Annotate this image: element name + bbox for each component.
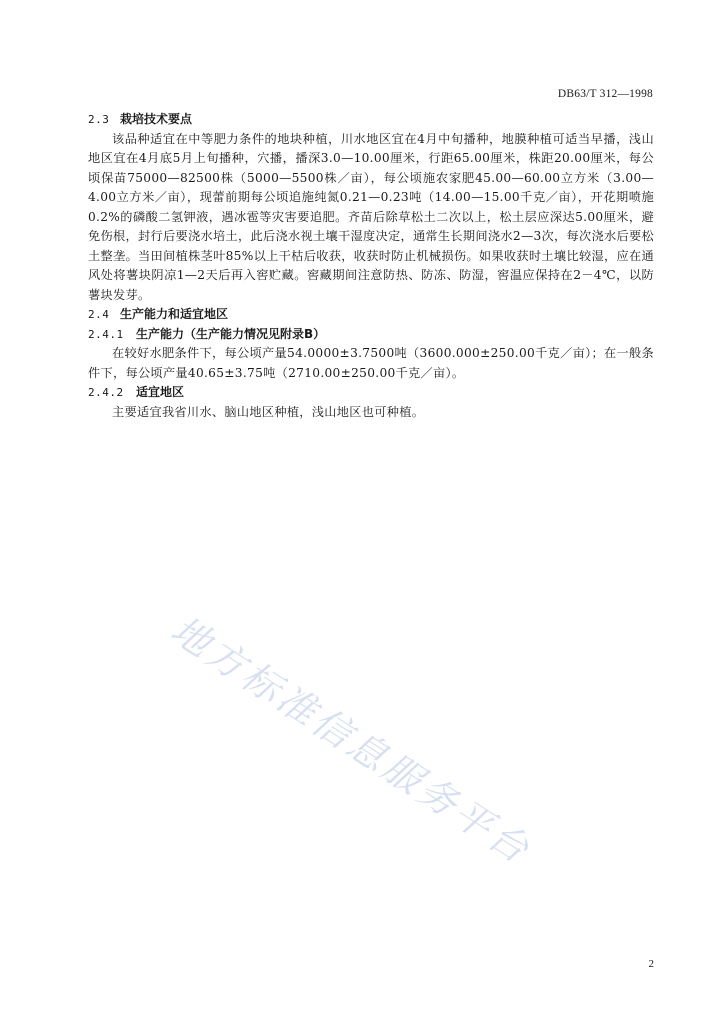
section-heading-2-4-1 bbox=[88, 325, 654, 345]
section-heading-2-4-2 bbox=[88, 383, 654, 403]
section-number: 2.4.1 bbox=[88, 327, 124, 341]
document-body bbox=[88, 110, 654, 422]
document-identifier: DB63/T 312—1998 bbox=[557, 88, 653, 100]
section-number: 2.4.2 bbox=[88, 386, 124, 399]
section-title: 栽培技术要点 bbox=[120, 112, 193, 126]
section-paragraph: 在较好水肥条件下，每公顷产量54.0000±3.7500吨（3600.000±250.00千克／亩）；在一般条件下，每公顷产量40.65±3.75吨（2710.00±250.00千克／亩）。 bbox=[88, 346, 654, 380]
section-heading-2-4 bbox=[88, 305, 654, 325]
section-paragraph: 主要适宜我省川水、脑山地区种植，浅山地区也可种植。 bbox=[112, 404, 425, 419]
section-paragraph: 该品种适宜在中等肥力条件的地块种植，川水地区宜在4月中旬播种，地膜种植可适当早播，浅山地区宜在4月底5月上旬播种，穴播，播深3.0—10.00厘米，行距65.00厘米，株距20.00厘米，每公顷保苗75000—82500株（5000—5500株／亩），每公顷施农家肥45.00—60.00立方米（3.00—4.00立方米／亩），现蕾前期每公顷追施纯氮0.21—0.23吨（14.00—15.00千克／亩），开花期喷施0.2%的磷酸二氢钾液，遇冰雹等灾害要追肥。齐苗后除草松土二次以上，松土层应深达5.00厘米，避免伤根，封行后要浇水培土，此后浇水视土壤干湿度决定，通常生长期间浇水2—3次，每次浇水后要松土整垄。当田间植株茎叶85%以上干枯后收获，收获时防止机械损伤。如果收获时土壤比较湿，应在通风处将薯块阴凉1—2天后再入窖贮藏。窖藏期间注意防热、防冻、防湿，窖温应保持在2－4℃，以防薯块发芽。 bbox=[88, 131, 654, 302]
section-number: 2.3 bbox=[88, 113, 110, 126]
page-number: 2 bbox=[648, 958, 654, 970]
section-number: 2.4 bbox=[88, 308, 110, 321]
section-title: 适宜地区 bbox=[136, 385, 185, 399]
section-heading-2-3 bbox=[88, 110, 654, 130]
watermark-text: 地方标准信息服务平台 bbox=[163, 607, 540, 874]
section-title: 生产能力和适宜地区 bbox=[120, 307, 229, 321]
section-title: 生产能力（生产能力情况见附录B） bbox=[136, 326, 326, 341]
